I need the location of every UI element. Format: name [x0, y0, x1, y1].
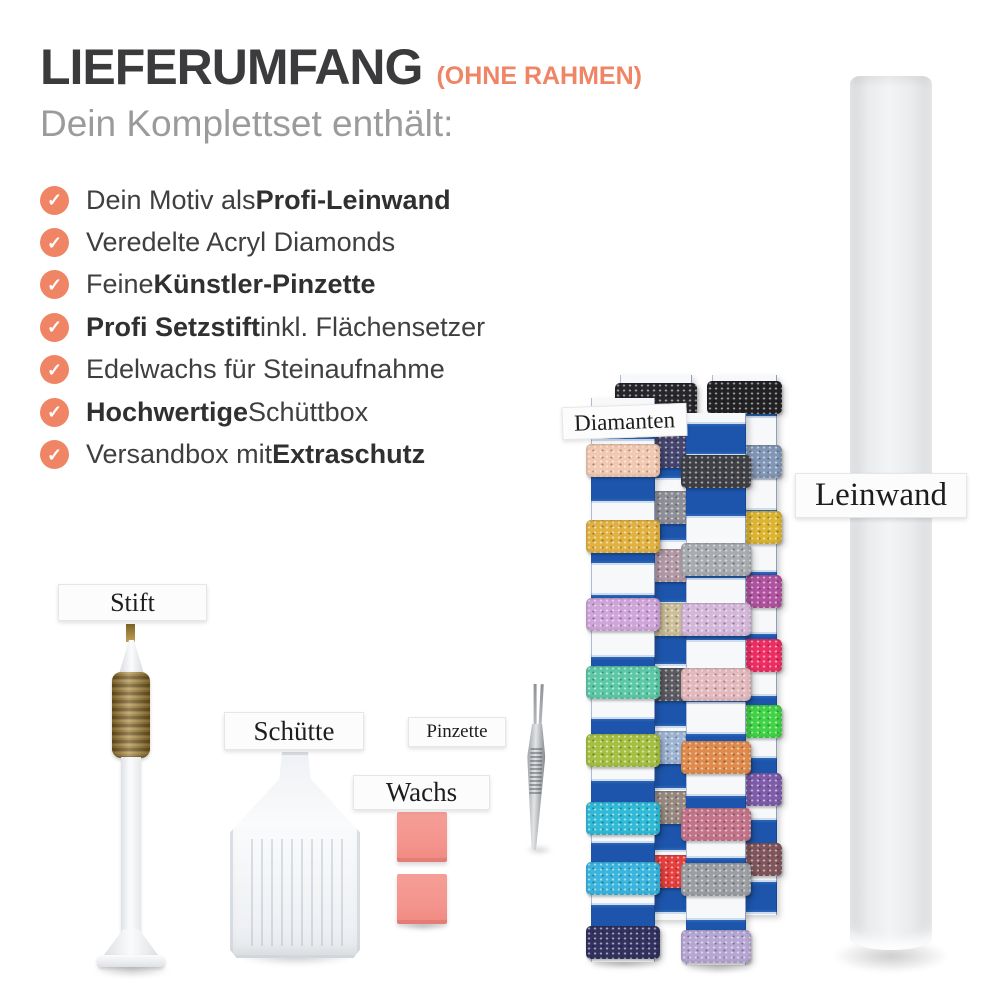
- label-stift: Stift: [58, 584, 207, 621]
- bead-cluster: [681, 668, 751, 701]
- checklist-item: [40, 433, 485, 475]
- item-text-bold: Hochwertige: [86, 396, 249, 427]
- check-icon: ✓: [40, 228, 69, 257]
- bead-cluster: [586, 666, 660, 699]
- item-text: Feine: [86, 269, 154, 300]
- diamond-strip: [591, 398, 655, 962]
- label-schuette: Schütte: [224, 712, 364, 750]
- bead-cluster: [586, 802, 660, 835]
- checklist-item: [40, 221, 485, 263]
- sorting-tray: [230, 752, 360, 958]
- pen-cone: [119, 640, 144, 674]
- bead-cluster: [681, 455, 751, 488]
- tweezers-prong: [538, 684, 543, 728]
- pen-shaft: [121, 757, 141, 932]
- check-icon: ✓: [40, 186, 69, 215]
- bead-cluster: [586, 444, 660, 477]
- bead-cluster: [586, 862, 660, 895]
- label-pinzette: Pinzette: [408, 717, 506, 747]
- checklist-item: [40, 179, 485, 221]
- item-text-bold: Profi-Leinwand: [255, 184, 451, 215]
- checklist-item: [40, 264, 485, 306]
- item-text: Veredelte Acryl Diamonds: [86, 227, 396, 258]
- checklist-item: [40, 349, 485, 391]
- bead-cluster: [681, 603, 751, 636]
- bead-cluster: [681, 543, 751, 576]
- item-text: inkl. Flächensetzer: [260, 311, 486, 342]
- bead-cluster: [681, 808, 751, 841]
- item-text-bold: Profi Setzstift: [86, 311, 261, 342]
- bead-cluster: [681, 863, 751, 896]
- check-icon: ✓: [40, 313, 69, 342]
- item-text-bold: Künstler-Pinzette: [153, 269, 376, 300]
- item-text: Edelwachs für Steinaufnahme: [86, 354, 445, 385]
- wax-block: [397, 812, 447, 862]
- tweezers: [521, 684, 551, 851]
- bead-cluster: [586, 520, 660, 553]
- pen-grip: [112, 672, 150, 758]
- item-text: Versandbox mit: [86, 439, 273, 470]
- bead-cluster: [586, 598, 660, 631]
- page-title: LIEFERUMFANG: [40, 39, 423, 95]
- page-subtitle: Dein Komplettset enthält:: [40, 103, 454, 144]
- bead-cluster: [681, 741, 751, 774]
- label-leinwand: Leinwand: [795, 473, 967, 518]
- item-text-bold: Extraschutz: [272, 439, 426, 470]
- tray-ridges: [243, 839, 347, 946]
- item-text: Dein Motiv als: [86, 184, 256, 215]
- checklist: [40, 179, 485, 476]
- check-icon: ✓: [40, 270, 69, 299]
- label-wachs: Wachs: [353, 775, 490, 810]
- checklist-item: [40, 306, 485, 348]
- pen-metal-tip: [126, 624, 135, 642]
- bead-cluster: [681, 930, 751, 963]
- checklist-item: [40, 391, 485, 433]
- diamond-strip: [686, 413, 746, 965]
- header: [40, 40, 642, 145]
- wax-block: [397, 874, 447, 924]
- tweezers-knurl: [529, 748, 542, 794]
- pen-base-plate: [97, 955, 165, 967]
- bead-cluster: [586, 926, 660, 959]
- check-icon: ✓: [40, 398, 69, 427]
- bead-cluster: [707, 381, 782, 414]
- item-text: Schüttbox: [248, 396, 369, 427]
- check-icon: ✓: [40, 355, 69, 384]
- label-diamanten: Diamanten: [561, 403, 687, 440]
- tweezers-prong: [534, 684, 537, 728]
- page-title-suffix: (OHNE RAHMEN): [436, 62, 642, 90]
- check-icon: ✓: [40, 440, 69, 469]
- bead-cluster: [586, 734, 660, 767]
